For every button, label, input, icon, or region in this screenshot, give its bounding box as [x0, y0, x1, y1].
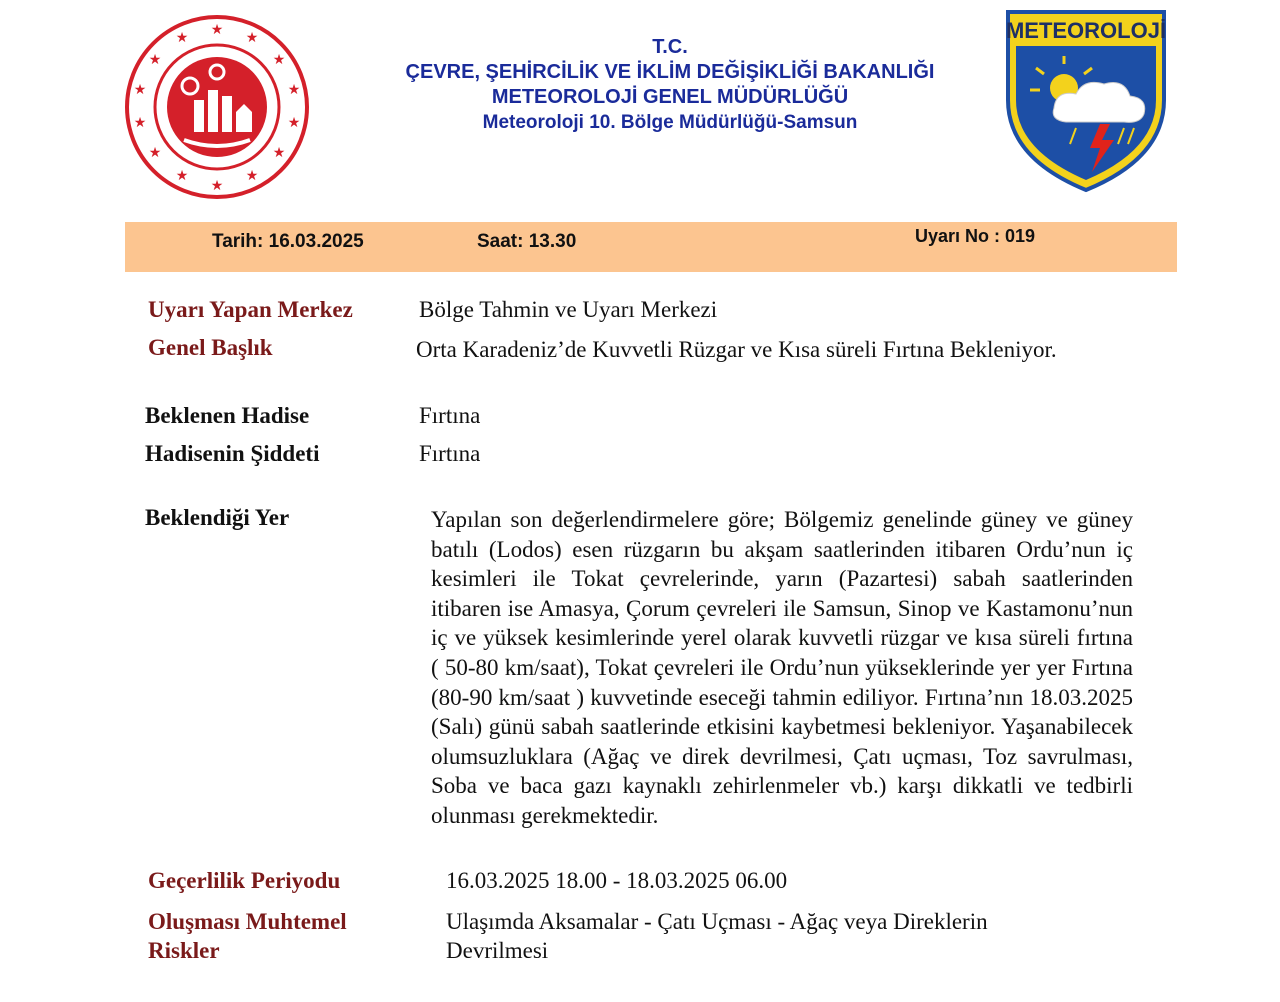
svg-text:★: ★ — [133, 82, 147, 98]
date-text: Tarih: 16.03.2025 — [212, 231, 364, 252]
svg-text:★: ★ — [148, 145, 162, 161]
time-text: Saat: 13.30 — [477, 231, 577, 252]
svg-text:★: ★ — [148, 52, 162, 68]
svg-text:★: ★ — [175, 30, 189, 46]
warning-number: Uyarı No : 019 — [915, 226, 1036, 246]
svg-text:★: ★ — [245, 168, 259, 184]
general-title-label: Genel Başlık — [148, 335, 273, 360]
location-label: Beklendiği Yer — [145, 505, 290, 530]
header-directorate: METEOROLOJİ GENEL MÜDÜRLÜĞÜ — [491, 86, 849, 108]
location-description: Yapılan son değerlendirmelere göre; Bölgemiz genelinde güney ve güney batılı (Lodos) esen rüzgarın bu akşam saatlerinden itibaren Ordu’nun iç kesimleri ile Tokat çevrelerinde, yarın (Pazartesi) sabah saatlerinden itibaren ise Amasya, Çorum çevreleri ile Samsun, Sinop ve Kastamonu’nun iç ve yüksek kesimlerinde yerel olarak kuvvetli rüzgar ve kısa süreli fırtına ( 50-80 km/saat), Tokat çevreleri ile Ordu’nun yükseklerinde yer yer Fırtına (80-90 km/saat ) kuvvetinde eseceği tahmin ediliyor. Fırtına’nın 18.03.2025 (Salı) günü sabah saatlerinde etkisini kaybetmesi bekleniyor. Yaşanabilecek olumsuzluklara (Ağaç ve direk devrilmesi, Çatı uçması, Toz savrulması, Soba ve baca gazı kaynaklı zehirlenmeler vb.) karşı dikkatli ve tedbirli olunması gerekmektedir. — [431, 507, 1133, 828]
severity-value: Fırtına — [419, 441, 481, 466]
header-tc: T.C. — [652, 36, 688, 58]
center-value: Bölge Tahmin ve Uyarı Merkezi — [419, 297, 718, 322]
svg-text:★: ★ — [133, 115, 147, 131]
meteoroloji-logo-text: METEOROLOJİ — [1005, 18, 1167, 43]
risks-label-line1: Oluşması Muhtemel — [148, 909, 347, 934]
svg-text:★: ★ — [210, 178, 224, 194]
info-bar — [125, 222, 1177, 272]
severity-label: Hadisenin Şiddeti — [145, 441, 320, 466]
svg-text:★: ★ — [272, 145, 286, 161]
validity-value: 16.03.2025 18.00 - 18.03.2025 06.00 — [446, 868, 788, 893]
svg-text:★: ★ — [210, 22, 224, 38]
risks-label — [148, 907, 347, 965]
svg-text:★: ★ — [287, 82, 301, 98]
risks-value: Ulaşımda Aksamalar - Çatı Uçması - Ağaç veya Direklerin Devrilmesi — [446, 909, 988, 963]
risks-label-line2: Riskler — [148, 938, 220, 963]
expected-event-label: Beklenen Hadise — [145, 403, 310, 428]
svg-text:★: ★ — [287, 115, 301, 131]
validity-label: Geçerlilik Periyodu — [148, 868, 341, 893]
svg-text:★: ★ — [245, 30, 259, 46]
expected-event-value: Fırtına — [419, 403, 481, 428]
svg-text:★: ★ — [175, 168, 189, 184]
general-title-value: Orta Karadeniz’de Kuvvetli Rüzgar ve Kısa süreli Fırtına Bekleniyor. — [416, 337, 1057, 362]
header-region: Meteoroloji 10. Bölge Müdürlüğü-Samsun — [482, 112, 858, 133]
header-ministry: ÇEVRE, ŞEHİRCİLİK VE İKLİM DEĞİŞİKLİĞİ BAKANLIĞI — [405, 61, 935, 83]
center-label: Uyarı Yapan Merkez — [148, 297, 353, 322]
meteoroloji-logo — [1000, 8, 1172, 194]
svg-text:★: ★ — [272, 52, 286, 68]
ministry-seal-logo — [124, 12, 310, 202]
